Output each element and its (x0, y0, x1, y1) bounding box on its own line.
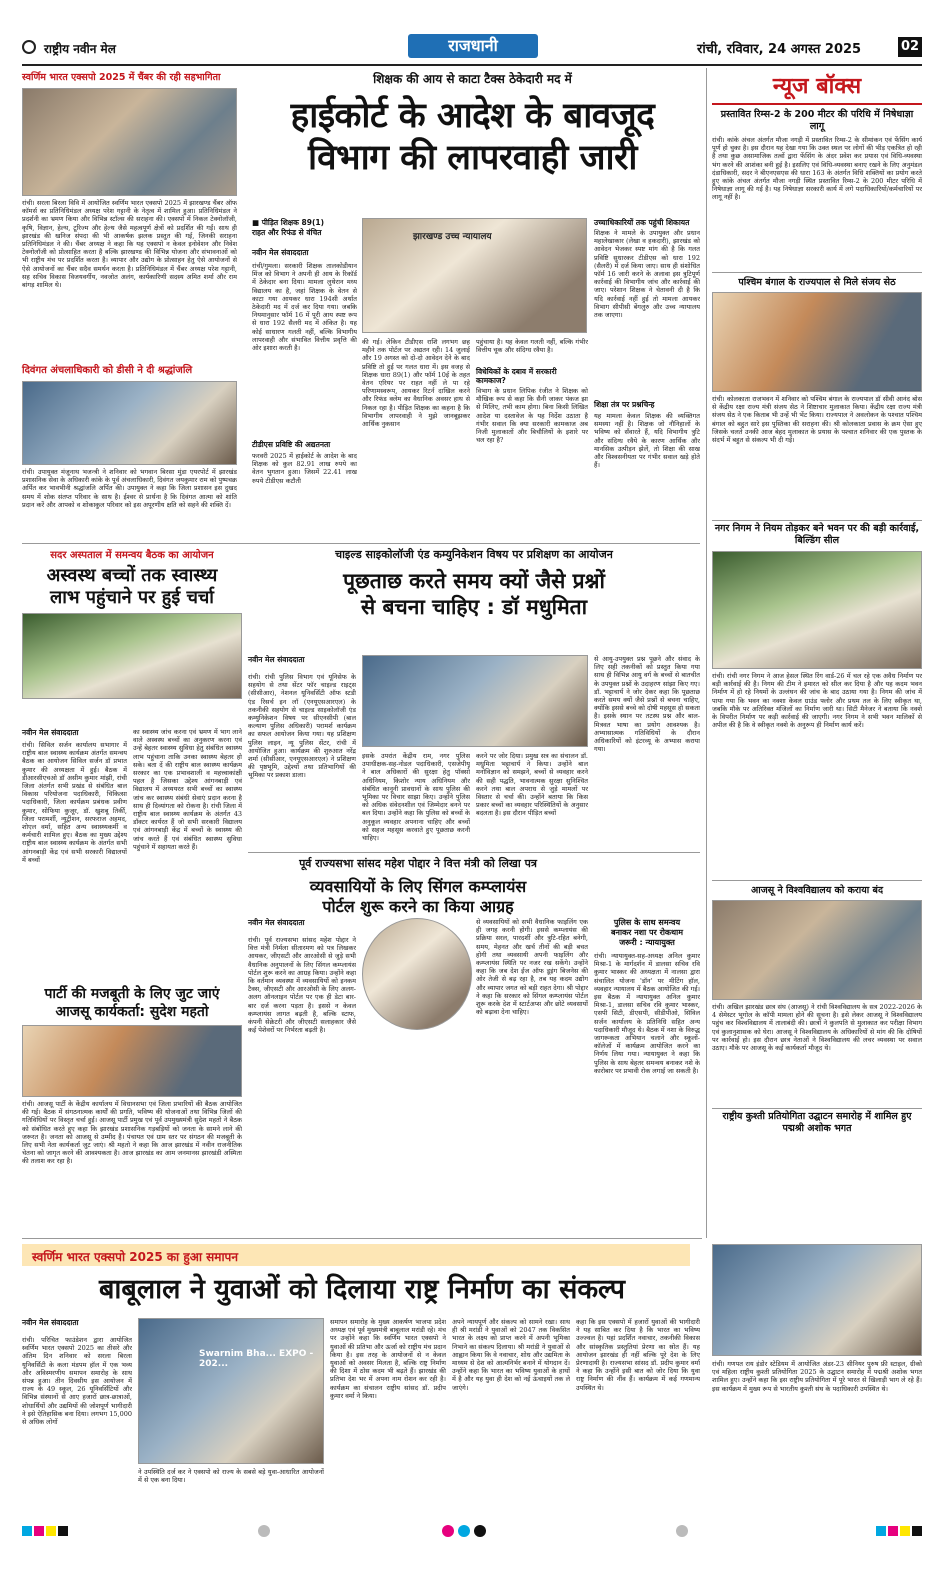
photo-wrestling (712, 1244, 922, 1356)
training-col-1 (248, 655, 356, 845)
item-5-headline: राष्ट्रीय कुश्ती प्रतियोगिता उद्घाटन समारोह में शामिल हुए पद्मश्री अशोक भगत (712, 1108, 922, 1135)
subhead-question: शिक्षा तंत्र पर प्रश्नचिन्ह (594, 400, 655, 409)
yellow-swatch (900, 1526, 910, 1536)
subhead-tds: टीडीएस प्रविष्टि की अद्यतनता (252, 440, 331, 449)
lead-col-4 (594, 218, 700, 527)
headline-line-1: व्यवसायियों के लिए सिंगल कम्प्लायंस (309, 877, 527, 896)
black-swatch (58, 1526, 68, 1536)
story-training (248, 547, 700, 620)
col-1b: फरवरी 2025 में हाईकोर्ट के आदेश के बाद शिक्षक को कुल 82.91 लाख रुपये का वेतन भुगतान हुआ। जिसमें 22.41 लाख रुपये टीडीएस कटौती (252, 452, 357, 485)
newsbox-rule (712, 103, 922, 105)
newsbox-title: न्यूज बॉक्स (772, 74, 862, 99)
paper-name: राष्ट्रीय नवीन मेल (44, 42, 116, 56)
col-1: रांची। पूर्व राज्यसभा सांसद महेश पोद्दार ने वित्त मंत्री निर्मला सीतारमण को पत्र लिखकर आयकर, जीएसटी और आरओसी से जुड़े सभी वैधानिक अनुपालनों के लिए सिंगल कम्प्लायंस पोर्टल शुरू करने का आग्रह किया। उन्होंने कहा कि वर्तमान व्यवस्था में व्यवसायियों को इनकम टैक्स, जीएसटी और आरओसी के लिए अलग-अलग ऑनलाइन पोर्टल पर एक ही डेटा बार-बार दर्ज करना पड़ता है। इससे न केवल कम्प्लायंस लागत बढ़ती है, बल्कि स्टाफ, कंपनी सेक्रेटरी और जीएसटी सलाहकार जैसे कई पेशेवरों पर निर्भरता बढ़ती है। (248, 936, 356, 1035)
page-number: 02 (898, 37, 922, 57)
photo-building-seal (712, 551, 922, 669)
photo-ajsu-protest (712, 900, 922, 1000)
court-sign: झारखण्ड उच्च न्यायालय (413, 232, 492, 242)
col-1: रांची। रांची पुलिस विभाग एवं यूनिसेफ के सहयोग से तथा सेंटर फॉर चाइल्ड राइट्स (सीसीआर), नेशनल यूनिवर्सिटी ऑफ स्टडी एंड रिसर्च इन लॉ (एनयूएसआरएल) के तकनीकी सहयोग से चाइल्ड साइकोलॉजी एंड कम्युनिकेशन विषय पर सीएनसीपी (बाल कल्याण पुलिस अधिकारी) परामर्श कार्यक्रम का सफल आयोजन किया गया। यह प्रशिक्षण पुलिस लाइन, न्यू पुलिस सेंटर, रांची में आयोजित हुआ। कार्यक्रम की शुरुआत नरेंद्र शर्मा (सीसीआर, एनयूएसआरएल) ने प्रशिक्षण की पृष्ठभूमि, उद्देश्यों तथा प्रतिभागियों की भूमिका पर प्रकाश डाला। (248, 673, 356, 780)
story-police (594, 918, 700, 1136)
poddar-col-2: से व्यवसायियों को सभी वैधानिक फाइलिंग एक ही जगह करनी होगी। इससे कम्प्लायंस की प्रक्रिया सरल, पारदर्शी और त्रुटि-रहित बनेगी, समय, मेहनत और खर्च तीनों की बड़ी बचत होगी तथा व्यवसायी अपनी फाइलिंग और कम्प्लायंस स्थिति पर नजर रख सकेंगे। उन्होंने कहा कि जब देश ईज ऑफ डूइंग बिजनेस की ओर तेजी से बढ़ रहा है, तब यह कदम उद्योग और व्यापार जगत को बड़ी राहत देगा। श्री पोद्दार ने कहा कि सरकार को सिंगल कम्प्लायंस पोर्टल शुरू करके देश में स्टार्टअप्स और छोटे व्यवसायों को बढ़ावा देना चाहिए। (476, 918, 588, 1017)
item-2-headline: पश्चिम बंगाल के राज्यपाल से मिले संजय सेठ (712, 272, 922, 288)
register-mark-icon (22, 40, 36, 54)
expo-col-3: समापन समारोह के मुख्य आकर्षण भाजपा प्रदेश अध्यक्ष एवं पूर्व मुख्यमंत्री बाबूलाल मरांडी रहे। मंच पर उन्होंने कहा कि स्वर्णिम भारत एक्सपो ने युवाओं की प्रतिभा और ऊर्जा को राष्ट्रीय मंच प्रदान किया है। इस तरह के आयोजनों से न केवल युवाओं को अवसर मिलता है, बल्कि राष्ट्र निर्माण की दिशा में ठोस कदम भी बढ़ते हैं। झारखंड की प्रतिभा देश भर में अपना नाम रोशन कर रही है। कार्यक्रम का संचालन राष्ट्रीय सांसद डॉ. प्रदीप कुमार वर्मा ने किया। (330, 1318, 446, 1400)
masthead (22, 34, 922, 62)
photo-training-session (362, 655, 588, 747)
expo-headline: बाबूलाल ने युवाओं को दिलाया राष्ट्र निर्माण का संकल्प (99, 1274, 625, 1305)
masthead-rule (22, 64, 922, 66)
magenta-swatch (888, 1526, 898, 1536)
headline: स्वर्णिम भारत एक्सपो 2025 में चैंबर की रही सहभागिता (22, 72, 221, 83)
reg-dot-icon (676, 1525, 688, 1537)
byline: नवीन मेल संवाददाता (248, 918, 305, 927)
reg-dot-icon (442, 1525, 454, 1537)
newsbox-item-5 (712, 1108, 922, 1135)
yellow-swatch (46, 1526, 56, 1536)
row-rule-2 (248, 852, 700, 853)
col-3: पहुंचाया है। यह केवल गलती नहीं, बल्कि गंभीर वित्तीय चूक और संदिग्ध रवैया है। (476, 338, 588, 355)
item-1-headline: प्रस्तावित रिम्स-2 के 200 मीटर की परिधि में निषेधाज्ञा लागू (720, 109, 914, 132)
bullet-1: पीड़ित शिक्षक 89(1) (261, 218, 325, 227)
story-ajsu (22, 985, 242, 1226)
item-3-headline: नगर निगम ने नियम तोड़कर बने भवन पर की बड़ी कार्रवाई, बिल्डिंग सील (712, 520, 922, 547)
lead-bullets (252, 218, 357, 510)
photo-babulal-stage (138, 1318, 324, 1464)
headline-line-2: लाभ पहुंचाने पर हुई चर्चा (50, 587, 214, 608)
newsbox (712, 70, 922, 268)
expo-col-1 (22, 1318, 132, 1514)
cyan-swatch (876, 1526, 886, 1536)
headline-line-2: बनाकर नशा पर रोकथाम (610, 928, 684, 937)
print-color-bar (22, 1524, 922, 1538)
row-rule-1 (22, 543, 700, 544)
photo-high-court (362, 218, 587, 333)
col-1: रांची। सिविल सर्जन कार्यालय सभागार में राष्ट्रीय बाल स्वास्थ्य कार्यक्रम अंतर्गत समन्वय बैठक का आयोजन सिविल सर्जन डॉ प्रभात कुमार की अध्यक्षता में हुई। बैठक में डीआरसीएचओ डॉ असीम कुमार मांझी, रांची जिला अंतर्गत सभी प्रखंड से संबंधित बाल विकास परियोजना पदाधिकारी, चिकित्सा पदाधिकारी, जिला कार्यक्रम प्रबंधक प्रवीण कुमार, सोफिया कुजूर, डॉ. खुशबू तिर्की, जिला परामर्शी, न्यूट्रीशन, सरफराज अहमद, शोएल वर्मा, सहित अन्य स्वास्थ्यकर्मी व कर्मचारी शामिल हुए। बैठक का मुख्य उद्देश्य राष्ट्रीय बाल स्वास्थ्य कार्यक्रम के अंतर्गत सभी आंगनबाड़ी केंद्र एवं सभी सरकारी विद्यालयों में बच्चों (22, 741, 127, 864)
headline-line-2: पोर्टल शुरू करने का किया आग्रह (322, 897, 514, 916)
magenta-swatch (34, 1526, 44, 1536)
subhead-pressure: विधेयिकों के दबाव में सरकारी कामकाज? (476, 367, 557, 385)
poddar-col-1 (248, 918, 356, 1154)
expo-kicker-band (22, 1244, 690, 1266)
photo-chamber-delegation (22, 88, 237, 196)
headline-line-3: जरूरी : न्यायायुक्त (619, 938, 675, 947)
item-1-body: रांची। कांके अंचल अंतर्गत मौजा नगड़ी में प्रस्तावित रिम्स-2 के सीमांकन एवं फेंसिंग कार्य पूर्ण हो चुका है। इस दौरान यह देखा गया कि उक्त स्थल पर लोगों की भीड़ एकत्रित हो रही है तथा कुछ असामाजिक तत्वों द्वारा फेंसिंग के अंदर प्रवेश कर प्रयास एवं विधि-व्यवस्था भंग करने की आशंका बनी हुई है। इसलिए एवं विधि-व्यवस्था बनाए रखने के लिए अनुमंडल दंडाधिकारी, सदर ने बीएनएसएस की धारा 163 के अंतर्गत विधि शक्तियों का प्रयोग करते हुए कांके अंचल अंतर्गत मौजा नगड़ी स्थित प्रस्तावित रिम्स-2 के 200 मीटर परिधि में निषेधाज्ञा लागू की गई है। यह निषेधाज्ञा सरकारी कार्य में लगे पदाधिकारियों/कर्मचारियों पर लागू नहीं है। (712, 136, 922, 202)
health-col-1 (22, 728, 127, 979)
col-3b: विभाग के प्रधान लिपिक रंजीत ने शिक्षक को मौखिक रूप से कहा कि सैनी जाकर पंकज झा से मिलिए, तभी काम होगा। बिना किसी लिखित आदेश या दस्तावेज के यह निर्देश उठाता है गंभीर सवाल कि क्या सरकारी कामकाज अब निजी मुलाकातों और बिचौलियों के इशारे पर चल रहा है? (476, 387, 588, 445)
headline-line-2: आजसू कार्यकर्ता: सुदेश महतो (55, 1004, 209, 1020)
headline-line-1: हाईकोर्ट के आदेश के बावजूद (290, 96, 655, 136)
black-swatch (912, 1526, 922, 1536)
headline-line-2: विभाग की लापरवाही जारी (308, 138, 637, 178)
body: रांची। आजसू पार्टी के केंद्रीय कार्यालय में विधानसभा एवं जिला प्रभारियों की बैठक आयोजित की गई। बैठक में संगठनात्मक कार्यों की प्रगति, भविष्य की योजनाओं तथा विभिन्न जिलों की गतिविधियों पर विस्तृत चर्चा हुई। आजसू पार्टी प्रमुख एवं पूर्व उपमुख्यमंत्री सुदेश महतो ने बैठक को संबोधित करते हुए कहा कि झारखंड प्रशासनिक गड़बड़ियों को जनता के सामने लाने की जरूरत है। जनता को आजसू से उम्मीद है। पंचायत एवं ग्राम स्तर पर संगठन की मजबूती के लिए सभी नेता कार्यकर्ता जुट जाएं। श्री महतो ने कहा कि आज झारखंड में नवीन राजनीतिक चेतना को जागृत करने की आवश्यकता है। आज झारखंड का आम जनमानस झारखंडी अस्मिता की तलाश कर रहा है। (22, 1100, 242, 1166)
training-col-4: से आयु-उपयुक्त प्रश्न पूछने और संवाद के लिए सही तकनीकों को प्रस्तुत किया गया साथ ही विभिन्न आयु वर्ग के बच्चों से बातचीत के उपयुक्त प्रश्नों के उदाहरण सांझा किए गए। डॉ. भट्टाचार्य ने जोर देकर कहा कि पूछताछ करते समय क्यों जैसे प्रश्नों से बचना चाहिए, क्योंकि इससे बच्चे को दोषी महसूस हो सकता है। इसके स्थान पर तटस्थ प्रश्न और बाल-मित्रवत भाषा का प्रयोग आवश्यक है। अभ्यासात्मक गतिविधियों के दौरान अधिकारियों को इंटरव्यू के अभ्यास कराया गया। (594, 655, 700, 754)
square-bullet-icon: ■ (252, 218, 262, 227)
newsbox-item-3 (712, 520, 922, 860)
story-expo-chamber (22, 70, 237, 349)
body: रांची। उपायुक्त मंजूनाथ भजन्त्री ने शनिवार को भगवान बिरसा मुंडा एयरपोर्ट में झारखंड प्रशासनिक सेवा के अधिकारी कांके के पूर्व अंचलाधिकारी, दिवंगत जयकुमार राम को पुष्पचक्र अर्पित कर भावभीनी श्रद्धांजलि अर्पित की। उपायुक्त ने कहा कि जिला प्रशासन इस दुखद समय में शोक संतप्त परिवार के साथ है। ईश्वर से प्रार्थना है कि दिवंगत आत्मा को शांति प्रदान करें और आपको व शोकाकुल परिवार को इस अपूरणीय क्षति को सहने की शक्ति दें। (22, 468, 237, 509)
bullet-2: राहत और रिफंड से वंचित (252, 228, 322, 237)
story-poddar (248, 856, 588, 917)
dateline: रांची, रविवार, 24 अगस्त 2025 (697, 42, 862, 57)
kicker: चाइल्ड साइकोलॉजी एंड कम्युनिकेशन विषय पर प्रशिक्षण का आयोजन (335, 548, 613, 561)
lead-col-2: की गई। लेकिन टीडीएस राशि लगभग छह महीने तक पोर्टल पर अद्यतन रही। 14 जुलाई और 19 अगस्त को दो-दो आवेदन देने के बाद प्रविष्टि तो हुई पर गलत धारा में। इस वजह से शिक्षक धारा 89(1) और फॉर्म 10ई के तहत वेतन एरियर पर राहत नहीं ले पा रहे परिणामस्वरूप, आयकर रिटर्न दाखिल करने और रिफंड क्लेम का वैधानिक अवसर हाथ से निकल रहा है। पीड़ित शिक्षक का कहना है कि विभागीय लापरवाही ने मुझे जानबूझकर आर्थिक नुकसान (362, 338, 470, 429)
photo-caption: ने उपस्थिति दर्ज कर ने एक्सपो को राज्य के सबसे बड़े युवा-आधारित आयोजनों में से एक बना दिया। (138, 1468, 324, 1485)
item-2-body: रांची। कोलकाता राजभवन में शनिवार को पश्चिम बंगाल के राज्यपाल डॉ सीवी आनंद बोस से केंद्रीय रक्षा राज्य मंत्री संजय सेठ ने शिष्टाचार मुलाकात किया। केंद्रीय रक्षा राज्य मंत्री संजय सेठ ने एक किताब भी उन्हें भी भेंट किया। राज्यपाल ने अवलोकन के पश्चात पश्चिम बंगाल को बहुत सारे इस पुस्तिका की सराहना की। श्री कोलकाता प्रवास के क्रम ऐसा हुए जिसके चलते उनकी आज बेहद मुलाकात के प्रयास के पश्चात शनिवार की एक पुस्तक के संदर्भ में बहुत से संकल्प भी दी गई। (712, 395, 922, 445)
reg-dot-icon (474, 1525, 486, 1537)
byline: नवीन मेल संवाददाता (252, 248, 309, 257)
col-1: रांची/गुमला। सरकारी शिक्षक तालकोडीयान मिंज को विभाग ने अपनी ही आय के रिकॉर्ड में ठेकेदार बना दिया। मामला लुथेरान मध्य विद्यालय का है, जहां शिक्षक के वेतन से काटा गया आयकर धारा 194सी अर्थात ठेकेदारी मद में दर्ज कर दिया गया। जबकि नियमानुसार फॉर्म 16 में पूरी आय स्पष्ट रूप से धारा 192 सैलरी मद में अंकित है। यह कोई साधारण गलती नहीं, बल्कि विभागीय लापरवाही और संभावित वित्तीय प्रवृत्ति की ओर इशारा करती है। (252, 262, 357, 353)
expo-col-5: कहा कि इस एक्सपो में हजारों युवाओं की भागीदारी ने यह साबित कर दिया है कि भारत का भविष्य उज्ज्वल है। यहां प्रदर्शित नवाचार, तकनीकी विकास और सांस्कृतिक प्रस्तुतियां प्रेरणा का स्रोत हैं। यह आयोजन झारखंड ही नहीं बल्कि पूरे देश के लिए प्रेरणादायी है। राज्यसभा सांसद डॉ. प्रदीप कुमार वर्मा ने कहा कि उन्होंने इसी बात को जोर दिया कि युवा राष्ट्र निर्माण की नींव हैं। कार्यक्रम में कई गणमान्य उपस्थित थे। (576, 1318, 700, 1392)
byline: नवीन मेल संवाददाता (22, 1318, 79, 1327)
lead-col-3 (476, 338, 588, 532)
photo-governor-meeting (712, 292, 922, 392)
kicker: पूर्व राज्यसभा सांसद महेश पोद्दार ने वित्त मंत्री को लिखा पत्र (299, 857, 537, 870)
subhead-complaint: उच्चाधिकारियों तक पहुंची शिकायत (594, 218, 690, 227)
story-tribute (22, 362, 237, 550)
item-4-headline: आजसू ने विश्वविद्यालय को कराया बंद (712, 880, 922, 896)
byline: नवीन मेल संवाददाता (248, 655, 305, 664)
col-4b: यह मामला केवल शिक्षक की व्यक्तिगत समस्या नहीं है। शिक्षक जो नौनिहालों के भविष्य को सँवारते हैं, यदि विभागीय त्रुटि और संदिग्ध रवैये के कारण आर्थिक और मानसिक उत्पीड़न झेलें, तो शिक्षा की साख और विश्वसनीयता पर गंभीर सवाल खड़े होते हैं। (594, 412, 700, 470)
photo-tribute (22, 381, 237, 465)
reg-dot-icon (258, 1525, 270, 1537)
headline-line-1: पुलिस के साथ समन्वय (613, 918, 681, 927)
training-col-3: करने पर जोर दिया। प्रमुख सत्र का संचालन डॉ. मधुमिता भट्टाचार्य ने किया। उन्होंने बाल मनोविज्ञान को समझने, बच्चों से व्यवहार करने की सही पद्धति, भावनात्मक सुरक्षा सुनिश्चित करने तथा बाल अपराध से जुड़े मामलों पर विस्तार से चर्चा की। उन्होंने बताया कि किस प्रकार बच्चों का व्यवहार परिस्थितियों के अनुसार बदलता है। इस दौरान पीड़ित बच्चों (476, 752, 588, 818)
newsbox-divider (706, 68, 707, 1238)
headline-line-1: अस्वस्थ बच्चों तक स्वास्थ्य (46, 565, 218, 586)
kicker: शिक्षक की आय से काटा टैक्स ठेकेदारी मद में (373, 72, 572, 86)
col-4: शिक्षक ने मामले के उपायुक्त और प्रधान महालेखाकार (लेखा व हकदारी), झारखंड को आवेदन भेजकर स्पष्ट मांग की है कि गलत प्रविष्टि सुधारकर टीडीएस को धारा 192 (सैलरी) में दर्ज किया जाए। साथ ही संशोधित फॉर्म 16 जारी करने के अलावा इस त्रुटिपूर्ण कार्रवाई की विभागीय जांच और कार्रवाई की जाए। परेशान शिक्षक ने चेतावनी दी है कि यदि कार्रवाई नहीं हुई तो मामला आयकर विभाग सीपीसी बेंगलुरु और उच्च न्यायालय तक जाएगा। (594, 229, 700, 320)
headline-line-1: पार्टी की मजबूती के लिए जुट जाएं (44, 986, 220, 1002)
training-col-2: इसके उपरांत केंद्रीय राम, नगर पुलिस उपाधीक्षक-सह-नोडल पदाधिकारी, एसजेपीयू ने बाल अधिकारों की सुरक्षा हेतु पॉक्सो अधिनियम, किशोर न्याय अधिनियम और संबंधित कानूनी प्रावधानों के साथ पुलिस की भूमिका पर विचार साझा किए। उन्होंने पुलिस को अधिक संवेदनशील एवं जिम्मेदार बनने पर बल दिया। उन्होंने कहा कि पुलिस को बच्चों के अनुकूल व्यवहार अपनाना चाहिए और बच्चों को सहज महसूस करवाते हुए पूछताछ करनी चाहिए। (362, 752, 470, 843)
section-label: राजधानी (408, 34, 538, 58)
headline-line-1: पूछताछ करते समय क्यों जैसे प्रश्नों (343, 569, 605, 593)
headline-line-2: से बचना चाहिए : डॉ मधुमिता (360, 595, 588, 619)
reg-dot-icon (458, 1525, 470, 1537)
expo-col-4: अपने न्यायपूर्ण और संकल्प को सामने रखा। साथ ही श्री मरांडी ने युवाओं को 2047 तक विकसित भारत के लक्ष्य को प्राप्त करने में अपनी भूमिका निभाने का संकल्प दिलाया। श्री मरांडी ने युवाओं से आह्वान किया कि वे नवाचार, शोध और उद्यमिता के माध्यम से देश को आत्मनिर्भर बनाने में योगदान दें। उन्होंने कहा कि भारत का भविष्य युवाओं के हाथों में है और यह युवा ही देश को नई ऊंचाइयों तक ले जाएंगे। (452, 1318, 570, 1392)
story-health (22, 547, 242, 699)
stage-banner: Swarnim Bha... EXPO - 202... (199, 1349, 314, 1369)
item-5-body: रांची। गणपत राय इंडोर स्टेडियम में आयोजित अंडर-23 सीनियर पुरुष फ्री स्टाइल, ग्रीको एवं महिला राष्ट्रीय कुश्ती प्रतियोगिता 2025 के उद्घाटन समारोह में पद्मश्री अशोक भगत शामिल हुए। उन्होंने कहा कि इस राष्ट्रीय प्रतियोगिता में पूरे भारत से खिलाड़ी भाग ले रहे हैं। इस कार्यक्रम में मुख्य रूप से भारतीय कुश्ती संघ के पदाधिकारी उपस्थित थे। (712, 1360, 922, 1393)
newsbox-item-2 (712, 272, 922, 527)
col-1: रांची। परिचित फाउंडेशन द्वारा आयोजित स्वर्णिम भारत एक्सपो 2025 का तीसरे और अंतिम दिन शनिवार को सरला बिरला यूनिवर्सिटी के कला मंडपम हॉल में एक भव्य और अविस्मरणीय समापन समारोह के साथ संपन्न हुआ। तीन दिवसीय इस आयोजन में राज्य के 49 स्कूल, 26 यूनिवर्सिटियों और विभिन्न संस्थानों से आए हजारों छात्र-छात्राओं, शोधार्थियों और उद्यमियों की जोशपूर्ण भागीदारी ने इसे ऐतिहासिक बना दिया। लगभग 15,000 से अधिक लोगों (22, 1336, 132, 1427)
row-rule-3 (22, 1238, 702, 1239)
byline: नवीन मेल संवाददाता (22, 728, 79, 737)
headline: दिवंगत अंचलाधिकारी को डीसी ने दी श्रद्धांजलि (22, 365, 193, 376)
kicker: स्वर्णिम भारत एक्सपो 2025 का हुआ समापन (32, 1250, 239, 1264)
health-col-2: का स्वास्थ्य जांच करना एवं भ्रमण में भाग लाने वाले अस्वस्थ बच्चों का अनुकरण करना एवं उन्हें बेहतर स्वास्थ्य सुविधा हेतु संबंधित स्वास्थ्य लाभ पहुंचाना ताकि उनका स्वास्थ्य बेहतर हो सके। बता दें की राष्ट्रीय बाल स्वास्थ्य कार्यक्रम सरकार का एक प्रभावशाली व महत्त्वाकांक्षी पहल है जिसका उद्देश्य आंगनबाड़ी एवं विद्यालय में अध्ययरत सभी बच्चों का स्वास्थ्य जांच कर स्वास्थ्य संबंधी सेवाएं प्रदान करना है साथ ही दिव्यांगता को रोकना है। रांची जिला में राष्ट्रीय बाल स्वास्थ्य कार्यक्रम के अंतर्गत 43 डॉक्टर कार्यरत हैं जो सभी सरकारी विद्यालय एवं आंगनबाड़ी केंद्र में बच्चों के स्वास्थ्य की जांच करते हैं एवं संबंधित स्वास्थ्य सुविधा पहुंचाने में सहायता करते हैं। (133, 728, 242, 851)
body: रांची। सरला बिरला विवि में आयोजित स्वर्णिम भारत एक्सपो 2025 में झारखण्ड चैंबर ऑफ कॉमर्स का प्रतिनिधिमंडल अध्यक्ष परेश गट्टानी के नेतृत्व में शामिल हुआ। प्रतिनिधिमंडल ने प्रदर्शनी का भ्रमण किया और विभिन्न स्टॉल्स की सराहना की। एक्सपो में निकल टेक्नोलॉजी, कृषि, विज्ञान, हेल्थ, टूरिज्म और हेल्थ जैसे महत्वपूर्ण क्षेत्रों को प्रदर्शित की गईं। साथ ही झारखंड की खनिज संपदा की भी आकर्षक झलक प्रस्तुत की गई, जिनकी सराहना प्रतिनिधिमंडल ने की। चैंबर अध्यक्ष ने कहा कि यह एक्सपो न केवल इनोवेशन और निवेश टेक्नोलॉजी को प्रोत्साहित करता है बल्कि झारखण्ड की विभिन्न योजना और संभावनाओं को भी राष्ट्रीय मंच पर प्रदर्शित करता है। व्यापार और उद्योग के प्रोत्साहन हेतु ऐसे आयोजनों से ऐसे आयोजनों का चैंबर सदैव समर्थन करता है। प्रतिनिधिमंडल में चैंबर अध्यक्ष परेश गट्टानी, सह सचिव विकास विजयवर्गीय, नवजोत अलंग, कार्यकारिणी सदस्य अमित शर्मा और राम बांगड़ शामिल थे। (22, 199, 237, 290)
photo-mahesh-poddar (362, 918, 472, 1030)
photo-ajsu-meeting (22, 1025, 242, 1097)
photo-health-meeting (22, 613, 242, 699)
story-lead (245, 70, 700, 179)
cyan-swatch (22, 1526, 32, 1536)
item-4-body: रांची। अखिल झारखंड छात्र संघ (आजसू) ने रांची विश्वविद्यालय के सत्र 2022-2026 के 4 सेमेस्टर भूगोल के कॉपी मामला होने की सूचना है। इसे लेकर आजसू ने विश्वविद्यालय पहुंच कर विश्वविद्यालय में तालाबंदी की। छात्रों ने कुलपति से मुलाकात कर परीक्षा विभाग एवं कुलानुशासक को घेरा। आजसू ने विश्वविद्यालय के अधिकारियों से मांग की कि दोषियों पर कार्रवाई हो। इस दौरान छात्र नेताओं ने विश्वविद्यालय की लचर व्यवस्था पर सवाल उठाए। मौके पर आजसू के कई कार्यकर्ता मौजूद थे। (712, 1003, 922, 1053)
kicker: सदर अस्पताल में समन्वय बैठक का आयोजन (50, 550, 214, 561)
body: रांची। न्यायायुक्त-सह-अध्यक्ष अनिल कुमार मिश्रा-1 के मार्गदर्शन में डालसा सचिव रवि कुमार भास्कर की अध्यक्षता में नालसा द्वारा संचालित योजना 'डॉन' पर मीटिंग हॉल, व्यवहार न्यायालय में बैठक आयोजित की गई। इस बैठक में न्यायायुक्त अनिल कुमार मिश्रा-1, डालसा सचिव रवि कुमार भास्कर, एसपी सिटी, डीएसपी, सीडीपीओ, सिविल सर्जन कार्यालय के प्रतिनिधि सहित अन्य पदाधिकारी मौजूद थे। बैठक में नशा के विरुद्ध जागरूकता अभियान चलाने और स्कूलों-कॉलेजों में कार्यक्रम आयोजित करने का निर्णय लिया गया। न्यायायुक्त ने कहा कि पुलिस के साथ बेहतर समन्वय बनाकर नशे के कारोबार पर प्रभावी रोक लगाई जा सकती है। (594, 952, 700, 1075)
item-3-body: रांची। रांची नगर निगम ने आज हेसल स्थित रिंग वार्ड-26 में चल रहे एक अवैध निर्माण पर बड़ी कार्रवाई की है। निगम की टीम ने इमारत को सील कर दिया है और यह कदम भवन निर्माण में हो रहे नियमों के उल्लंघन की जांच के बाद उठाया गया है। निगम की जांच में पाया गया कि भवन का नक्शा केवल ग्राउंड फ्लोर और प्रथम तल के लिए स्वीकृत था, जबकि मौके पर अतिरिक्त मंजिलों का निर्माण जारी था। सिटी मैनेजर ने बताया कि नक्शे के विपरीत निर्माण पर कड़ी कार्रवाई की जाएगी। नगर निगम ने सभी भवन मालिकों से अपील की है कि वे स्वीकृत नक्शे के अनुरूप ही निर्माण कार्य करें। (712, 672, 922, 730)
newsbox-item-4 (712, 880, 922, 1115)
